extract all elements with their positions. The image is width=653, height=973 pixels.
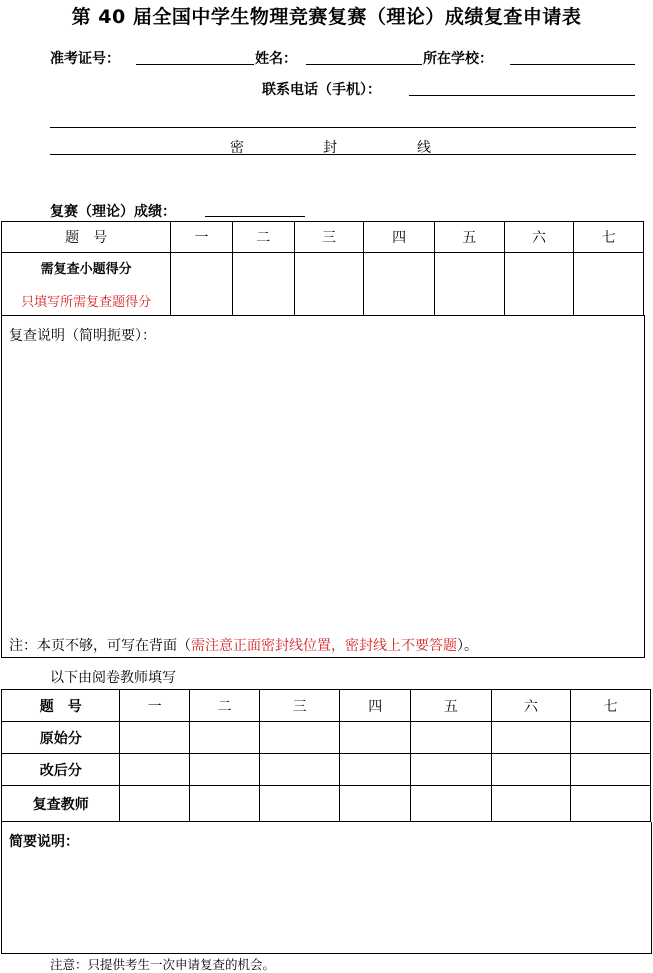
name-label: 姓名： [255, 51, 297, 67]
name-field[interactable] [306, 48, 422, 65]
bottom-note: 注意：只提供考生一次申请复查的机会。 [50, 957, 276, 972]
table-header-row [2, 690, 651, 722]
brief-note-label: 简要说明： [9, 834, 79, 850]
cell[interactable] [411, 786, 492, 822]
page-title: 第 40 届全国中学生物理竞赛复赛（理论）成绩复查申请表 [71, 6, 582, 28]
table-row [2, 253, 644, 316]
table-row [2, 754, 651, 786]
seal-char-3: 线 [417, 140, 431, 156]
table-header-row [2, 222, 644, 253]
cell[interactable] [190, 786, 260, 822]
col-header-7: 七 [571, 690, 651, 722]
cell[interactable] [340, 786, 411, 822]
cell[interactable] [491, 786, 571, 822]
score-input-3[interactable] [294, 253, 364, 316]
footnote-suffix: ）。 [457, 638, 478, 654]
col-header-3: 三 [294, 222, 364, 253]
cell[interactable] [571, 722, 651, 754]
table-row [2, 722, 651, 754]
score-input-1[interactable] [171, 253, 233, 316]
col-header-2: 二 [190, 690, 260, 722]
cell[interactable] [190, 754, 260, 786]
review-note-label: 复查说明（简明扼要）： [9, 328, 156, 344]
cell[interactable] [120, 722, 190, 754]
exam-id-field[interactable] [136, 48, 254, 65]
table-row [2, 786, 651, 822]
footnote-prefix: 注：本页不够，可写在背面（ [9, 638, 191, 654]
col-header-4: 四 [364, 222, 435, 253]
cell[interactable] [411, 722, 492, 754]
cell[interactable] [571, 786, 651, 822]
seal-char-2: 封 [323, 140, 337, 156]
phone-field[interactable] [409, 79, 635, 96]
score-input-6[interactable] [504, 253, 574, 316]
review-request-table [1, 221, 644, 316]
teacher-score-table [1, 689, 651, 822]
brief-note-box[interactable] [1, 822, 652, 954]
review-score-label-cell [2, 253, 171, 316]
score-input-4[interactable] [364, 253, 435, 316]
cell[interactable] [259, 722, 340, 754]
phone-label: 联系电话（手机）： [262, 82, 381, 98]
cell[interactable] [259, 754, 340, 786]
score-input-5[interactable] [434, 253, 504, 316]
cell[interactable] [340, 754, 411, 786]
col-header-6: 六 [504, 222, 574, 253]
col-header-1: 一 [171, 222, 233, 253]
cell[interactable] [259, 786, 340, 822]
col-header-7: 七 [574, 222, 644, 253]
review-score-hint: 只填写所需复查题得分 [21, 295, 152, 310]
col-header-6: 六 [491, 690, 571, 722]
review-score-label: 需复查小题得分 [40, 262, 132, 277]
exam-id-label: 准考证号： [50, 51, 120, 67]
cell[interactable] [411, 754, 492, 786]
question-number-header: 题 号 [2, 690, 120, 722]
cell[interactable] [120, 754, 190, 786]
footnote [9, 635, 478, 655]
col-header-3: 三 [259, 690, 340, 722]
school-label: 所在学校： [423, 51, 493, 67]
row-label-review-teacher: 复查教师 [2, 786, 120, 822]
col-header-4: 四 [340, 690, 411, 722]
question-number-header: 题 号 [2, 222, 171, 253]
row-label-original-score: 原始分 [2, 722, 120, 754]
cell[interactable] [571, 754, 651, 786]
col-header-2: 二 [232, 222, 294, 253]
col-header-5: 五 [411, 690, 492, 722]
school-field[interactable] [510, 48, 635, 65]
col-header-1: 一 [120, 690, 190, 722]
seal-char-1: 密 [230, 140, 244, 156]
cell[interactable] [190, 722, 260, 754]
cell[interactable] [491, 754, 571, 786]
score-input-7[interactable] [574, 253, 644, 316]
score-field[interactable] [205, 200, 305, 217]
score-input-2[interactable] [232, 253, 294, 316]
score-label: 复赛（理论）成绩： [50, 204, 176, 220]
cell[interactable] [340, 722, 411, 754]
row-label-revised-score: 改后分 [2, 754, 120, 786]
teacher-section-label: 以下由阅卷教师填写 [50, 670, 176, 686]
cell[interactable] [491, 722, 571, 754]
seal-line-top [50, 127, 636, 128]
footnote-warning: 需注意正面密封线位置，密封线上不要答题 [191, 638, 457, 654]
col-header-5: 五 [434, 222, 504, 253]
seal-line-bottom [50, 154, 636, 155]
review-note-box[interactable] [1, 315, 645, 658]
cell[interactable] [120, 786, 190, 822]
